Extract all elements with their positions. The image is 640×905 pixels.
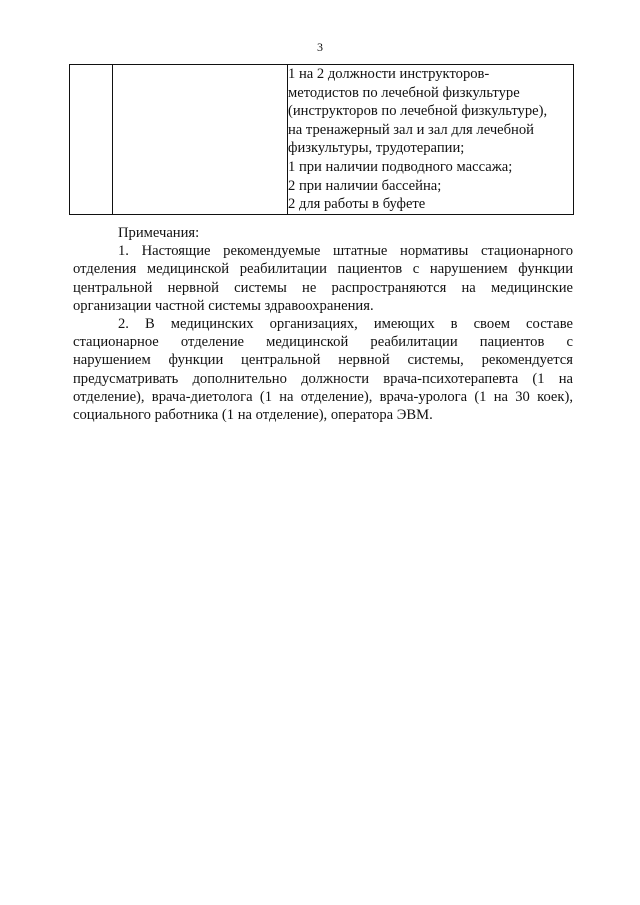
note-line: 1. Настоящие рекомендуемые штатные нормативы стационарного: [118, 243, 573, 260]
table-cell-line: 2 для работы в буфете: [288, 196, 426, 213]
table-cell-line: 1 при наличии подводного массажа;: [288, 158, 513, 175]
table-cell-position: [113, 65, 288, 215]
note-line: предусматривать дополнительно должности врача-психотерапевта (1 на: [73, 370, 573, 387]
table-cell-line: на тренажерный зал и зал для лечебной: [288, 121, 534, 138]
note-line: нарушением функции центральной нервной системы, рекомендуется: [73, 352, 573, 369]
note-line: организации частной системы здравоохранения.: [73, 297, 374, 314]
note-paragraph-2: [73, 315, 573, 424]
table-cell-line: (инструкторов по лечебной физкультуре),: [288, 103, 548, 120]
notes-section: [73, 224, 573, 424]
note-line: отделения медицинской реабилитации пациентов с нарушением функции: [73, 261, 573, 278]
table-cell-line: методистов по лечебной физкультуре: [288, 84, 520, 101]
note-line: центральной нервной системы не распространяются на медицинские: [73, 279, 573, 296]
note-line: 2. В медицинских организациях, имеющих в своем составе: [118, 316, 573, 333]
note-line: социального работника (1 на отделение), оператора ЭВМ.: [73, 407, 433, 424]
note-paragraph-1: [73, 242, 573, 315]
staff-norms-table: [69, 64, 574, 215]
table-row: [70, 65, 574, 215]
table-cell-line: 1 на 2 должности инструкторов-: [288, 66, 490, 82]
table-cell-count: [288, 65, 574, 215]
table-cell-line: физкультуры, трудотерапии;: [288, 140, 465, 157]
notes-heading: Примечания:: [118, 225, 200, 241]
table-cell-line: 2 при наличии бассейна;: [288, 177, 442, 194]
note-line: отделение), врача-диетолога (1 на отделение), врача-уролога (1 на 30 коек),: [73, 388, 573, 405]
page-number: 3: [317, 40, 323, 54]
table-cell-number: [70, 65, 113, 215]
note-line: стационарное отделение медицинской реабилитации пациентов с: [73, 334, 573, 351]
